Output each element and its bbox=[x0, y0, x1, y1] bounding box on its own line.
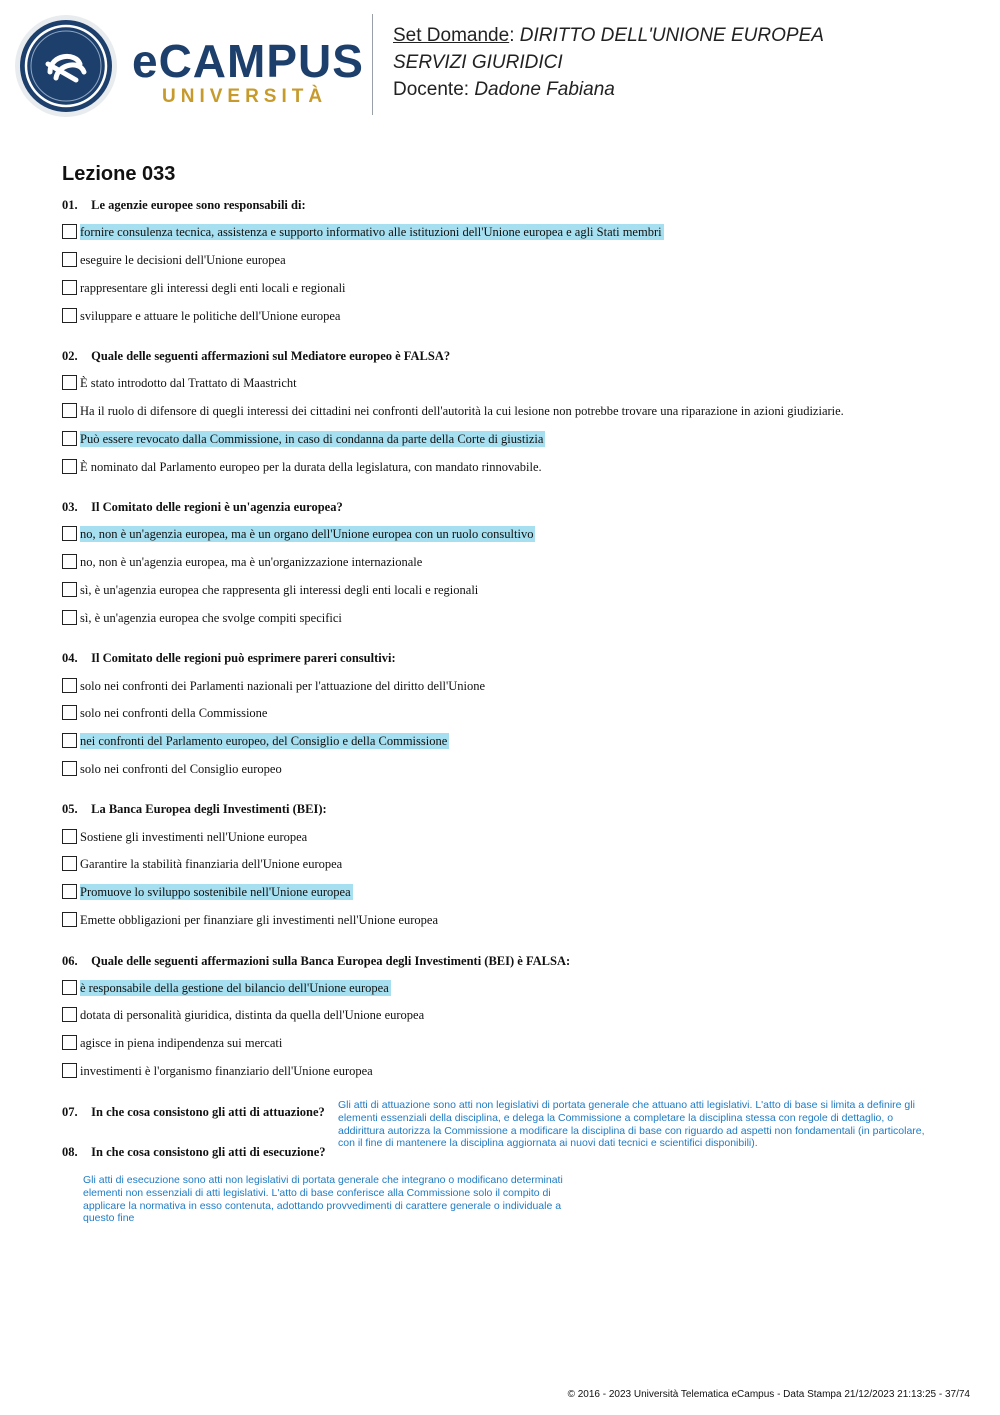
option-text: investimenti è l'organismo finanziario dell'Unione europea bbox=[80, 1064, 373, 1078]
question-text: In che cosa consistono gli atti di attuazione? bbox=[91, 1105, 325, 1119]
header-divider bbox=[372, 14, 373, 115]
checkbox[interactable] bbox=[62, 610, 77, 625]
option-text: eseguire le decisioni dell'Unione europea bbox=[80, 253, 286, 267]
option-text-highlighted: Promuove lo sviluppo sostenibile nell'Unione europea bbox=[80, 885, 351, 899]
header-info bbox=[393, 22, 824, 103]
option-text: sì, è un'agenzia europea che rappresenta gli interessi degli enti locali e regionali bbox=[80, 583, 479, 597]
checkbox[interactable] bbox=[62, 431, 77, 446]
checkbox[interactable] bbox=[62, 980, 77, 995]
option-text: Ha il ruolo di difensore di quegli interessi dei cittadini nei confronti dell'autorità la cui lesione non potrebbe trovare una riparazione in azioni giudiziarie. bbox=[80, 404, 844, 418]
brand-subtitle: UNIVERSITÀ bbox=[162, 86, 328, 107]
answer-line: Gli atti di attuazione sono atti non legislativi di portata generale che attuano atti legislativi. L'atto di base si limita a definire gli bbox=[338, 1099, 915, 1111]
open-answer-text bbox=[338, 1099, 925, 1150]
question-number: 01. bbox=[62, 198, 78, 212]
question-text: Quale delle seguenti affermazioni sul Mediatore europeo è FALSA? bbox=[91, 349, 451, 363]
docente-line bbox=[393, 76, 824, 103]
set-label: Set Domande bbox=[393, 25, 510, 46]
checkbox[interactable] bbox=[62, 856, 77, 871]
checkbox[interactable] bbox=[62, 375, 77, 390]
option-text-highlighted: no, non è un'agenzia europea, ma è un organo dell'Unione europea con un ruolo consultivo bbox=[80, 527, 534, 541]
question-number: 03. bbox=[62, 500, 78, 514]
checkbox[interactable] bbox=[62, 224, 77, 239]
checkbox[interactable] bbox=[62, 280, 77, 295]
question-text: In che cosa consistono gli atti di esecuzione? bbox=[91, 1145, 326, 1159]
lesson-title: Lezione 033 bbox=[62, 163, 176, 185]
brand-name: eCAMPUS bbox=[132, 35, 364, 87]
checkbox[interactable] bbox=[62, 403, 77, 418]
question-title bbox=[62, 802, 327, 817]
answer-line: Gli atti di esecuzione sono atti non legislativi di portata generale che integrano o modificano determinati bbox=[83, 1174, 563, 1186]
checkbox[interactable] bbox=[62, 678, 77, 693]
checkbox[interactable] bbox=[62, 912, 77, 927]
answer-line: applicare la normativa in esso contenuta, adottando provvedimenti di carattere generale o individuale a bbox=[83, 1199, 562, 1212]
checkbox[interactable] bbox=[62, 884, 77, 899]
question-title bbox=[62, 651, 396, 666]
course-line2 bbox=[393, 49, 824, 76]
course-title-line1: DIRITTO DELL'UNIONE EUROPEA bbox=[519, 25, 824, 46]
page-footer: © 2016 - 2023 Università Telematica eCampus - Data Stampa 21/12/2023 21:13:25 - 37/74 bbox=[567, 1389, 970, 1400]
option-text: no, non è un'agenzia europea, ma è un'organizzazione internazionale bbox=[80, 555, 423, 569]
question-number: 07. bbox=[62, 1105, 78, 1119]
checkbox[interactable] bbox=[62, 733, 77, 748]
question-title bbox=[62, 198, 306, 213]
question-text: La Banca Europea degli Investimenti (BEI): bbox=[91, 802, 327, 816]
question-text: Le agenzie europee sono responsabili di: bbox=[91, 198, 306, 212]
option-text-highlighted: nei confronti del Parlamento europeo, del Consiglio e della Commissione bbox=[80, 734, 448, 748]
question-text: Il Comitato delle regioni può esprimere pareri consultivi: bbox=[91, 651, 396, 665]
question-text: Quale delle seguenti affermazioni sulla Banca Europea degli Investimenti (BEI) è FALSA: bbox=[91, 954, 571, 968]
answer-line: addirittura autorizza la Commissione a modificare la disciplina di base con riguardo ad aspetti non fondamentali (in particolare, bbox=[338, 1124, 925, 1137]
option-text: solo nei confronti dei Parlamenti nazionali per l'attuazione del diritto dell'Unione bbox=[80, 679, 486, 693]
open-question-title bbox=[62, 1105, 325, 1120]
ecampus-logo-emblem bbox=[14, 14, 118, 118]
checkbox[interactable] bbox=[62, 526, 77, 541]
checkbox[interactable] bbox=[62, 1007, 77, 1022]
option-text: È stato introdotto dal Trattato di Maastricht bbox=[80, 376, 297, 390]
option-text: sì, è un'agenzia europea che svolge compiti specifici bbox=[80, 611, 342, 625]
open-answer-text bbox=[83, 1174, 563, 1225]
docente-name: Dadone Fabiana bbox=[474, 79, 615, 100]
question-text: Il Comitato delle regioni è un'agenzia europea? bbox=[91, 500, 343, 514]
option-text: È nominato dal Parlamento europeo per la durata della legislatura, con mandato rinnovabile. bbox=[80, 460, 542, 474]
question-title bbox=[62, 500, 343, 515]
option-text: solo nei confronti del Consiglio europeo bbox=[80, 762, 282, 776]
option-text: Emette obbligazioni per finanziare gli investimenti nell'Unione europea bbox=[80, 913, 439, 927]
open-question-title bbox=[62, 1145, 326, 1160]
answer-line: questo fine bbox=[83, 1212, 135, 1225]
checkbox[interactable] bbox=[62, 252, 77, 267]
option-text-highlighted: fornire consulenza tecnica, assistenza e supporto informativo alle istituzioni dell'Unione europea e agli Stati membri bbox=[80, 225, 662, 239]
option-text: Sostiene gli investimenti nell'Unione europea bbox=[80, 830, 308, 844]
brand-wordmark bbox=[132, 35, 364, 108]
docente-label: Docente: bbox=[393, 79, 475, 100]
checkbox[interactable] bbox=[62, 308, 77, 323]
checkbox[interactable] bbox=[62, 459, 77, 474]
option-text: rappresentare gli interessi degli enti locali e regionali bbox=[80, 281, 346, 295]
option-text-highlighted: è responsabile della gestione del bilancio dell'Unione europea bbox=[80, 981, 389, 995]
course-title-line2: SERVIZI GIURIDICI bbox=[393, 52, 563, 73]
question-number: 02. bbox=[62, 349, 78, 363]
option-text-highlighted: Può essere revocato dalla Commissione, in caso di condanna da parte della Corte di giustizia bbox=[80, 432, 544, 446]
answer-line: con il fine di mantenere la disciplina aggiornata ai nuovi dati tecnici e scientifici disponibili). bbox=[338, 1137, 758, 1150]
option-text: solo nei confronti della Commissione bbox=[80, 706, 268, 720]
checkbox[interactable] bbox=[62, 761, 77, 776]
checkbox[interactable] bbox=[62, 582, 77, 597]
question-number: 04. bbox=[62, 651, 78, 665]
set-separator: : bbox=[509, 25, 520, 46]
option-text: dotata di personalità giuridica, distinta da quella dell'Unione europea bbox=[80, 1008, 425, 1022]
question-title bbox=[62, 954, 570, 969]
question-title bbox=[62, 349, 450, 364]
answer-line: elementi essenziali della disciplina, e delega la Commissione a completare la disciplina stessa con regole di dettaglio, o bbox=[338, 1111, 894, 1124]
checkbox[interactable] bbox=[62, 705, 77, 720]
option-text: Garantire la stabilità finanziaria dell'Unione europea bbox=[80, 857, 343, 871]
checkbox[interactable] bbox=[62, 1035, 77, 1050]
question-number: 06. bbox=[62, 954, 78, 968]
question-number: 05. bbox=[62, 802, 78, 816]
checkbox[interactable] bbox=[62, 829, 77, 844]
checkbox[interactable] bbox=[62, 1063, 77, 1078]
option-text: agisce in piena indipendenza sui mercati bbox=[80, 1036, 283, 1050]
question-number: 08. bbox=[62, 1145, 78, 1159]
option-text: sviluppare e attuare le politiche dell'Unione europea bbox=[80, 309, 341, 323]
checkbox[interactable] bbox=[62, 554, 77, 569]
set-line bbox=[393, 22, 824, 49]
answer-line: elementi non essenziali di atti legislativi. L'atto di base conferisce alla Commissione solo il compito di bbox=[83, 1186, 551, 1199]
